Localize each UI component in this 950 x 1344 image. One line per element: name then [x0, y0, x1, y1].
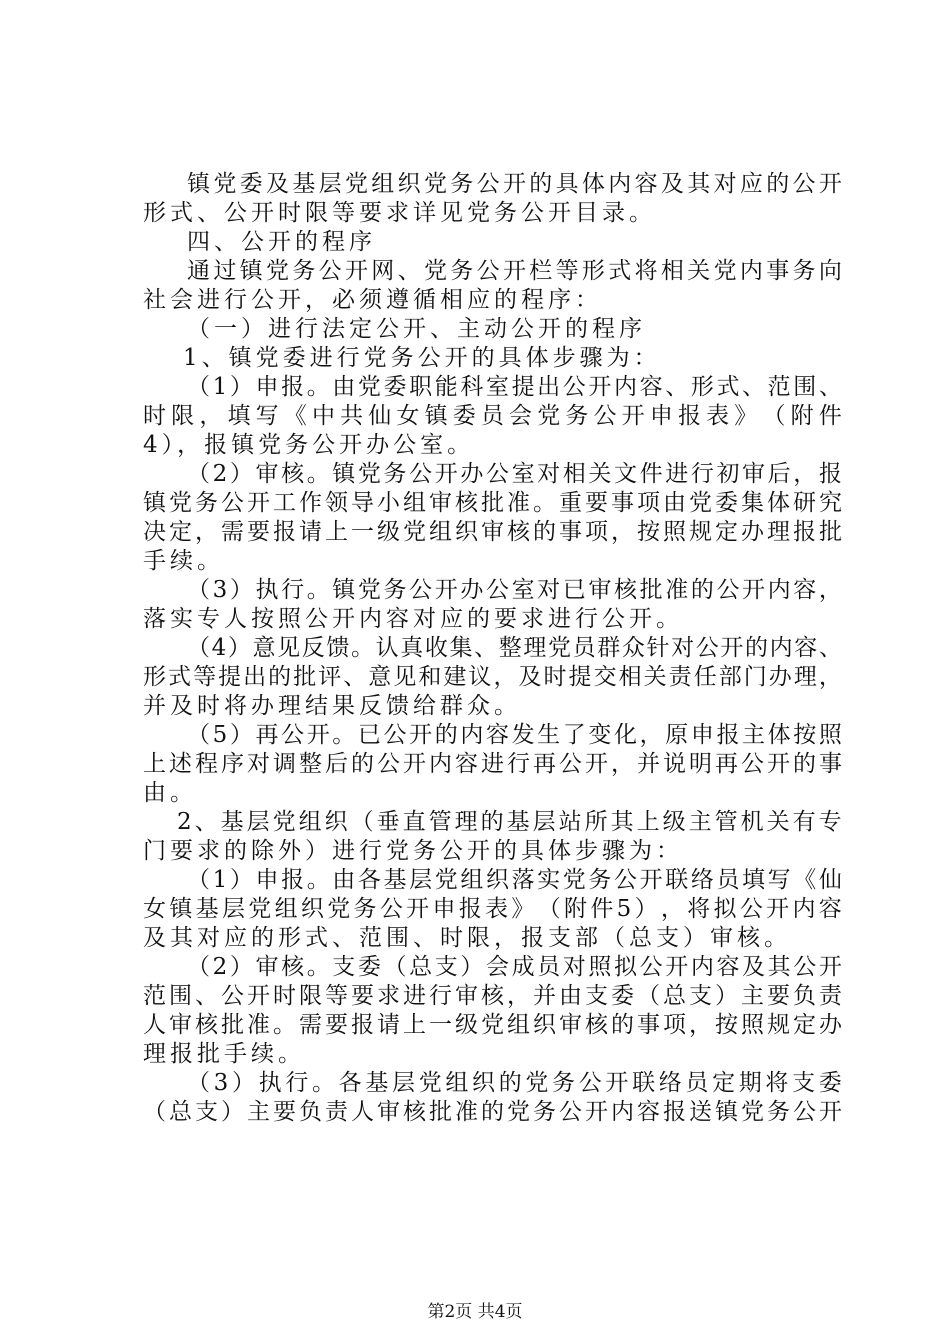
text-line: [143, 895, 843, 924]
line-text: 由。: [143, 780, 197, 806]
line-text: 4），报镇党务公开办公室。: [143, 432, 475, 458]
text-line: [143, 837, 843, 866]
text-line: [143, 634, 843, 663]
page-footer: 第2页 共4页: [427, 1302, 523, 1322]
text-line: [143, 605, 843, 634]
line-text: 门要求的除外）进行党务公开的具体步骤为：: [143, 838, 683, 864]
text-line: [143, 460, 843, 489]
line-text: 社会进行公开，必须遵循相应的程序：: [143, 287, 602, 313]
text-line: [143, 750, 843, 779]
line-text: （ 2 ） 审 核 。 镇 党 务 公 开 办 公 室 对 相 关 文 件 进 行 初 审 后 ， 报: [187, 461, 843, 487]
text-line: [143, 1011, 843, 1040]
line-text: 1、镇党委进行党务公开的具体步骤为：: [183, 345, 661, 371]
line-text: （ 2 ） 审 核 。 支 委 （ 总 支 ） 会 成 员 对 照 拟 公 开 内 容 及 其 公 开: [187, 954, 843, 980]
text-line: [143, 692, 843, 721]
text-line: [143, 373, 843, 402]
line-text: 及其对应的形式、范围、时限，报支部（总支）审核。: [143, 925, 791, 951]
text-line: [143, 663, 843, 692]
text-line: [143, 547, 843, 576]
line-text: （ 1 ） 申 报 。 由 各 基 层 党 组 织 落 实 党 务 公 开 联 络 员 填 写 《 仙: [187, 867, 843, 893]
line-text: 时 限 ， 填 写 《 中 共 仙 女 镇 委 员 会 党 务 公 开 申 报 表 》 （ 附 件: [143, 403, 843, 429]
line-text: 2 、 基 层 党 组 织 （ 垂 直 管 理 的 基 层 站 所 其 上 级 主 管 机 关 有 专: [177, 809, 843, 835]
line-text: 形 式 等 提 出 的 批 评 、 意 见 和 建 议 ， 及 时 提 交 相 关 责 任 部 门 办 理 ，: [143, 664, 843, 690]
line-text: （一）进行法定公开、主动公开的程序: [187, 316, 646, 342]
line-text: 上 述 程 序 对 调 整 后 的 公 开 内 容 进 行 再 公 开 ， 并 说 明 再 公 开 的 事: [143, 751, 843, 777]
text-line: [143, 315, 843, 344]
line-text: 范 围 、 公 开 时 限 等 要 求 进 行 审 核 ， 并 由 支 委 （ 总 支 ） 主 要 负 责: [143, 983, 843, 1009]
text-line: [143, 808, 843, 837]
line-text: （ 4 ） 意 见 反 馈 。 认 真 收 集 、 整 理 党 员 群 众 针 对 公 开 的 内 容 、: [187, 635, 843, 661]
text-line: [143, 431, 843, 460]
line-text: 镇 党 务 公 开 工 作 领 导 小 组 审 核 批 准 。 重 要 事 项 由 党 委 集 体 研 究: [143, 490, 843, 516]
text-line: [143, 344, 843, 373]
text-line: [143, 924, 843, 953]
line-text: 镇 党 委 及 基 层 党 组 织 党 务 公 开 的 具 体 内 容 及 其 对 应 的 公 开: [187, 171, 843, 197]
text-line: [143, 286, 843, 315]
line-text: 四、公开的程序: [187, 229, 376, 255]
text-line: [143, 402, 843, 431]
line-text: 手续。: [143, 548, 224, 574]
line-text: 并及时将办理结果反馈给群众。: [143, 693, 521, 719]
text-line: [143, 721, 843, 750]
line-text: （ 3 ） 执 行 。 各 基 层 党 组 织 的 党 务 公 开 联 络 员 定 期 将 支 委: [187, 1070, 843, 1096]
text-line: [143, 866, 843, 895]
text-line: [143, 1040, 843, 1069]
line-text: （ 总 支 ） 主 要 负 责 人 审 核 批 准 的 党 务 公 开 内 容 报 送 镇 党 务 公 开: [143, 1099, 843, 1125]
text-line: [143, 257, 843, 286]
line-text: 通 过 镇 党 务 公 开 网 、 党 务 公 开 栏 等 形 式 将 相 关 党 内 事 务 向: [187, 258, 843, 284]
line-text: 女 镇 基 层 党 组 织 党 务 公 开 申 报 表 》 （ 附 件 5 ） ， 将 拟 公 开 内 容: [143, 896, 843, 922]
line-text: 形式、公开时限等要求详见党务公开目录。: [143, 200, 656, 226]
text-line: [143, 779, 843, 808]
line-text: （ 5 ） 再 公 开 。 已 公 开 的 内 容 发 生 了 变 化 ， 原 申 报 主 体 按 照: [187, 722, 843, 748]
text-line: [143, 1069, 843, 1098]
text-line: [143, 576, 843, 605]
text-line: [143, 489, 843, 518]
text-line: [143, 1098, 843, 1127]
line-text: 决 定 ， 需 要 报 请 上 一 级 党 组 织 审 核 的 事 项 ， 按 照 规 定 办 理 报 批: [143, 519, 843, 545]
text-line: [143, 170, 843, 199]
text-line: [143, 953, 843, 982]
line-text: 人 审 核 批 准 。 需 要 报 请 上 一 级 党 组 织 审 核 的 事 项 ， 按 照 规 定 办: [143, 1012, 843, 1038]
line-text: （ 3 ） 执 行 。 镇 党 务 公 开 办 公 室 对 已 审 核 批 准 的 公 开 内 容 ，: [187, 577, 843, 603]
line-text: 落实专人按照公开内容对应的要求进行公开。: [143, 606, 683, 632]
text-line: [143, 982, 843, 1011]
line-text: （ 1 ） 申 报 。 由 党 委 职 能 科 室 提 出 公 开 内 容 、 形 式 、 范 围 、: [187, 374, 843, 400]
document-body: [143, 170, 843, 1127]
line-text: 理报批手续。: [143, 1041, 305, 1067]
text-line: [143, 199, 843, 228]
text-line: [143, 228, 843, 257]
text-line: [143, 518, 843, 547]
